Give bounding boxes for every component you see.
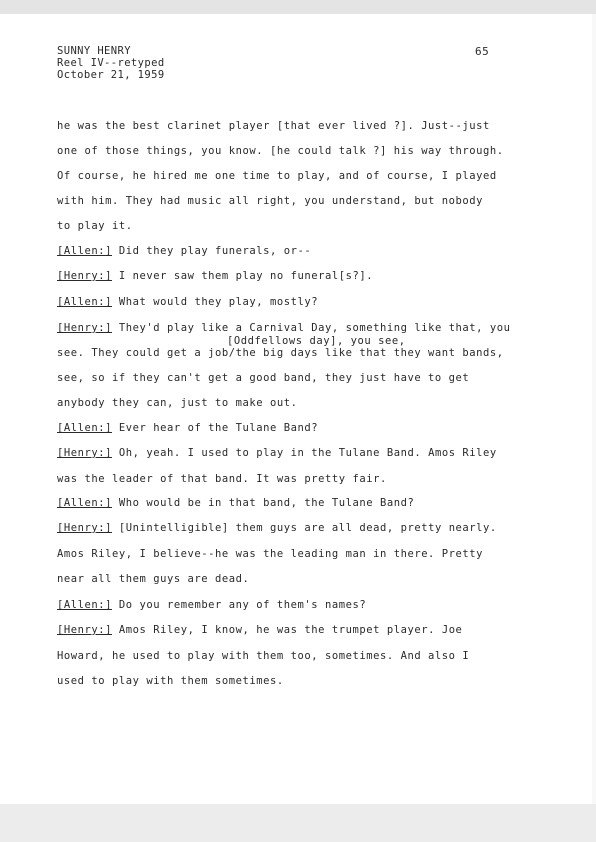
transcript-line [57,322,511,334]
transcript-line [57,245,311,257]
transcript-line: see, so if they can't get a good band, they just have to get [57,372,470,384]
line-text: [Unintelligible] them guys are all dead, pretty nearly. [111,522,497,534]
line-text: What would they play, mostly? [111,296,319,308]
transcript-line [57,599,366,611]
speaker-label: [Allen:] [57,497,112,509]
line-text: Ever hear of the Tulane Band? [111,422,319,434]
line-text: Who would be in that band, the Tulane Band? [111,497,415,509]
line-text: Do you remember any of them's names? [111,599,367,611]
speaker-label: [Allen:] [57,422,112,434]
transcript-line [57,522,497,534]
document-header [57,45,165,81]
page-number: 65 [475,45,490,58]
transcript-line: to play it. [57,220,133,232]
transcript-line: Howard, he used to play with them too, sometimes. And also I [57,650,470,662]
scan-border-bottom [0,804,596,842]
interviewee-name: SUNNY HENRY [57,45,131,57]
scan-border-top [0,0,596,14]
line-text: I never saw them play no funeral[s?]. [111,270,374,282]
interview-date: October 21, 1959 [57,69,165,81]
line-text: They'd play like a Carnival Day, something like that, you [111,322,511,334]
transcript-line: near all them guys are dead. [57,573,250,585]
transcript-line: with him. They had music all right, you understand, but nobody [57,195,484,207]
speaker-label: [Allen:] [57,599,112,611]
speaker-label: [Henry:] [57,270,112,282]
line-text: Amos Riley, I know, he was the trumpet player. Joe [111,624,463,636]
transcript-line: Amos Riley, I believe--he was the leading man in there. Pretty [57,548,484,560]
transcript-line [57,270,373,282]
transcript-line: anybody they can, just to make out. [57,397,298,409]
speaker-label: [Allen:] [57,245,112,257]
transcript-line: he was the best clarinet player [that ever lived ?]. Just--just [57,120,490,132]
interlinear-insertion: [Oddfellows day], you see, [227,335,406,347]
line-text: Oh, yeah. I used to play in the Tulane Band. Amos Riley [111,447,497,459]
speaker-label: [Henry:] [57,624,112,636]
reel-label: Reel IV--retyped [57,57,165,69]
transcript-line: was the leader of that band. It was pretty fair. [57,473,387,485]
line-text: Did they play funerals, or-- [111,245,312,257]
speaker-label: [Henry:] [57,522,112,534]
transcript-line [57,296,318,308]
transcript-line: used to play with them sometimes. [57,675,284,687]
transcript-line: one of those things, you know. [he could talk ?] his way through. [57,145,504,157]
speaker-label: [Allen:] [57,296,112,308]
speaker-label: [Henry:] [57,447,112,459]
speaker-label: [Henry:] [57,322,112,334]
transcript-line [57,624,462,636]
transcript-line [57,422,318,434]
transcript-line [57,447,497,459]
transcript-line: Of course, he hired me one time to play, and of course, I played [57,170,497,182]
transcript-line: see. They could get a job/the big days like that they want bands, [57,347,504,359]
transcript-line [57,497,414,509]
